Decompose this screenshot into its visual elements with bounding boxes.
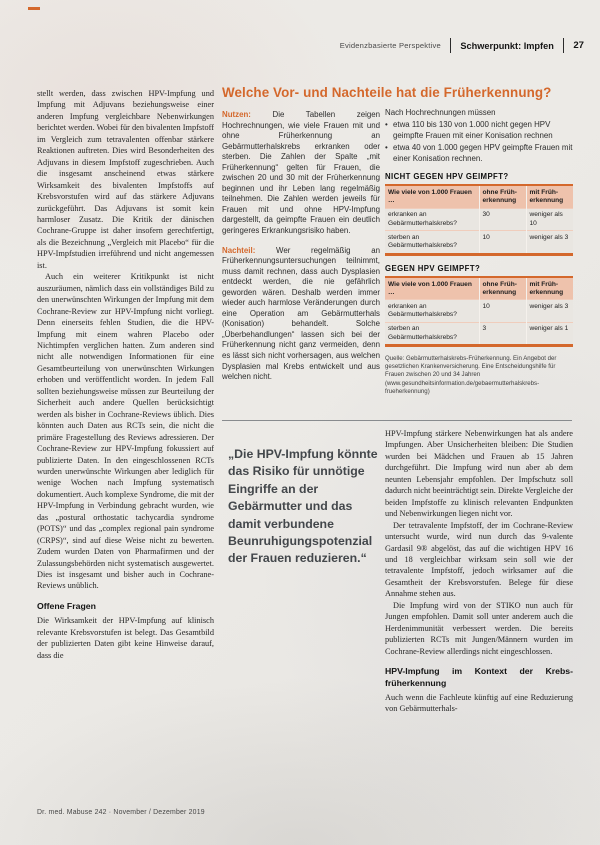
table-row: [385, 231, 573, 254]
article-paragraph: stellt werden, dass zwischen HPV-Impfung und Impfung mit Adjuvans beziehungsweise einer anderen Impfung vergleichbare Nebenwirkungen berichtet werden. Wobei für den bivalenten Impfstoff im Vergleich zum tetravalenten offenbar stärkere Reaktionen auftreten. Dies wird Besonderheiten des Adjuvans in diesem Impfstoff zugeschrieben. Auch die insgesamt anscheinend etwas stärkere Wirksamkeit des bivalenten Impfstoffs auf Krebsvorstufen wird auf das stärkere Adjuvans zurückgeführt. Das Adjuvans ist somit kein harmloser Zusatz. Die Kritik der dänischen Cochrane-Gruppe ist daher insofern gerechtfertigt, als die Bezeichnung „Vergleich mit Placebo“ für die HPV-Impfstudien irreführend und nicht angemessen ist.: [37, 89, 214, 270]
infobox-middle-column: [222, 110, 380, 392]
value-without-screening: 3: [479, 322, 526, 345]
section-subheading: HPV-Impfung im Kontext der Krebsfrüherkennung: [385, 666, 573, 688]
infobox-title: Welche Vor- und Nachteile hat die Früherkennung?: [222, 85, 552, 100]
header-topic-label: Schwerpunkt: Impfen: [460, 40, 554, 51]
table-heading-unvaccinated: NICHT GEGEN HPV GEIMPFT?: [385, 172, 509, 182]
infobox-right-column: [385, 108, 573, 396]
table-vaccinated: [385, 276, 573, 347]
value-with-screening: weniger als 3: [526, 231, 573, 254]
bullet-item: [385, 120, 573, 141]
bullet-icon: •: [385, 143, 388, 153]
col-header-label: Wie viele von 1.000 Frauen …: [388, 280, 472, 296]
article-paragraph: Die Wirksamkeit der HPV-Impfung auf klinisch relevante Krebsvorstufen ist belegt. Das Gesamtbild der publizierten Daten gibt keine Hinweise darauf, dass die: [37, 616, 214, 660]
article-paragraph: Auch wenn die Fachleute künftig auf eine Reduzierung von Gebärmutterhals-: [385, 692, 573, 714]
article-paragraph: Die Impfung wird von der STIKO nun auch für Jungen empfohlen. Damit soll unter anderem auch die Herdenimmunität verbessert werden. Die bereits publizierten RCTs mit Jungen/Männern wurden im Cochrane-Review allerdings nicht eingeschlossen.: [385, 600, 573, 656]
value-without-screening: 30: [479, 208, 526, 230]
col-header-without-screening: ohne Früherkennung: [479, 185, 526, 208]
col-header-label: Wie viele von 1.000 Frauen …: [388, 188, 472, 205]
bullet-text: etwa 110 bis 130 von 1.000 nicht gegen HPV geimpfte Frauen mit einer Konisation rechnen: [393, 120, 553, 140]
paragraph-lead-word: Nutzen:: [222, 110, 251, 119]
section-divider: [222, 420, 572, 421]
infobox-paragraph: [222, 110, 380, 237]
infobox-bullet-list: [385, 120, 573, 164]
page-number: 27: [573, 40, 584, 51]
col-header-with-screening: mit Früherkennung: [526, 185, 573, 208]
bullet-item: [385, 143, 573, 164]
row-label: erkranken an Gebärmutterhalskrebs?: [388, 211, 457, 227]
bullet-icon: •: [385, 120, 388, 130]
col-header-without-screening: ohne Früherkennung: [479, 277, 526, 300]
page-header: [340, 38, 584, 53]
value-with-screening: weniger als 1: [526, 322, 573, 345]
row-label: erkranken an Gebärmutterhalskrebs?: [388, 302, 457, 319]
section-subheading: Offene Fragen: [37, 600, 96, 611]
row-label: sterben an Gebärmutterhalskrebs?: [388, 233, 457, 249]
header-section-label: Evidenzbasierte Perspektive: [339, 41, 441, 50]
table-source-caption: Quelle: Gebärmutterhalskrebs-Früherkennung. Ein Angebot der gesetzlichen Krankenversicherung. Eine Entscheidungshilfe für Frauen zwischen 20 und 34 Jahren (www.gesundheitsinformation.de/gebaermutterhalskrebs-frueherkennung): [385, 355, 557, 395]
table-row: [385, 300, 573, 322]
article-left-column: [37, 88, 214, 793]
pull-quote: „Die HPV-Impfung könnte das Risiko für unnötige Eingriffe an der Gebärmutter und das damit verbundene Beunruhigungspotenzial der Frauen reduzieren.“: [228, 447, 378, 566]
header-divider: [563, 38, 565, 53]
article-paragraph: HPV-Impfung stärkere Nebenwirkungen hat als andere Impfungen. Aber Unsicherheiten bleiben: Die Studien wurden bei Mädchen und Frauen ab 15 Jahren durchgeführt. Die Impfung wird nun aber ab dem neunten Lebensjahr empfohlen. Der Impfschutz soll dadurch nicht beeinträchtigt sein. Direkte Vergleiche der beiden Impfstoffe zu klinisch relevanten Endpunkten und Nebenwirkungen liegen nicht vor.: [385, 429, 573, 519]
infobox-paragraph: [222, 246, 380, 383]
value-with-screening: weniger als 10: [526, 208, 573, 230]
paragraph-lead-word: Nachteil:: [222, 245, 256, 255]
value-without-screening: 10: [479, 300, 526, 322]
table-row: [385, 322, 573, 345]
paragraph-text: Die Tabellen zeigen Hochrechnungen, wie viele Frauen mit und ohne Früherkennung an Gebärmutterhalskrebs erkranken oder sterben. Die Zahlen der Spalte „mit Früherkennung“ gelten für Frauen, die zwischen 20 und 30 mit der Früherkennung beginnen und ihr Leben lang regelmäßig teilnehmen. Die Zahlen werden jeweils für Frauen mit und ohne HPV-Impfung dargestellt, da geimpfte Frauen ein deutlich geringeres Erkrankungsrisiko haben.: [222, 110, 380, 236]
infobox-intro: Nach Hochrechnungen müssen: [385, 108, 496, 117]
col-header-with-screening: mit Früherkennung: [526, 277, 573, 300]
table-unvaccinated: [385, 184, 573, 255]
table-header-row: [385, 185, 573, 208]
row-label: sterben an Gebärmutterhalskrebs?: [388, 325, 457, 341]
article-right-column: [385, 428, 573, 828]
crop-mark: [28, 7, 40, 10]
table-row: [385, 208, 573, 230]
header-divider: [450, 38, 452, 53]
bullet-text: etwa 40 von 1.000 gegen HPV geimpfte Frauen mit einer Konisation rechnen.: [393, 143, 573, 163]
paragraph-text: Wer regelmäßig an Früherkennungsuntersuchungen teilnimmt, muss damit rechnen, dass auch Dysplasien entdeckt werden, die nie gefährlich geworden wären. Deshalb werden immer wieder auch harmlose Veränderungen durch eine Operation am Gebärmutterhals (Konisation) behandelt. Solche „Überbehandlungen“ lassen sich bei der Früherkennung nicht ganz vermeiden, denn es lässt sich nicht vorhersagen, aus welchen Dysplasien mal Krebs entwickelt und aus welchen nicht.: [222, 245, 380, 382]
table-heading-vaccinated: GEGEN HPV GEIMPFT?: [385, 263, 481, 273]
value-with-screening: weniger als 3: [526, 300, 573, 322]
article-paragraph: Auch ein weiterer Kritikpunkt ist nicht auszuräumen, nämlich dass ein vollständiges Bild zu den unerwünschten Wirkungen der Impfung mit dem Cochrane-Review zur HPV-Impfung nicht vorliegt. Denn einerseits fehlen Studien, die die HPV-Impfung mit einem wahren Placebo oder Nichtimpfen verglichen hatten. Zum anderen sind nicht alle notwendigen Informationen für eine Gesamtbeurteilung von unerwünschten Wirkungen erhoben und veröffentlicht worden. In jedem Fall sollten beziehungsweise müssen zur Beurteilung der Sicherheit auch andere Quellen berücksichtigt werden als bisher in Cochrane-Reviews üblich. Dies könnten auch Daten aus RCTs sein, die nicht die primäre Fragestellung des Reviews adressieren. Der Cochrane-Review zur HPV-Impfung fokussiert auf publizierte Daten. In den eingeschlossenen RCTs wurden unerwünschte Wirkungen aber lediglich für wenige Wochen nach Impfung systematisch dokumentiert. Auch komplexe Syndrome, die mit der HPV-Impfung in Verbindung gebracht wurden, wie das „postural orthostatic tachycardia syndrome (POTS)“ und das „complex regional pain syndrome (CRPS)“, sind auf diese Weise nicht zu bewerten. Zudem wurden Daten von Pharmafirmen und der Zulassungsbehörden nicht systematisch ausgewertet. Dies ist insgesamt und bisher auch in Cochrane-Reviews unüblich.: [37, 272, 214, 591]
journal-footer: Dr. med. Mabuse 242 · November / Dezember 2019: [37, 809, 205, 816]
value-without-screening: 10: [479, 231, 526, 254]
article-paragraph: Der tetravalente Impfstoff, der im Cochrane-Review untersucht wurde, wird nun durch das 9-valente Gardasil 9® abgelöst, das auf die wichtigen HPV 16 und 18 vergleichbar wirksam sein soll wie der tetravalente Impfstoff, jedoch wirksamer auf die Gesamtheit der Krebsvorstufen. Belege für diese Annahme stehen aus.: [385, 520, 573, 599]
table-header-row: [385, 277, 573, 300]
